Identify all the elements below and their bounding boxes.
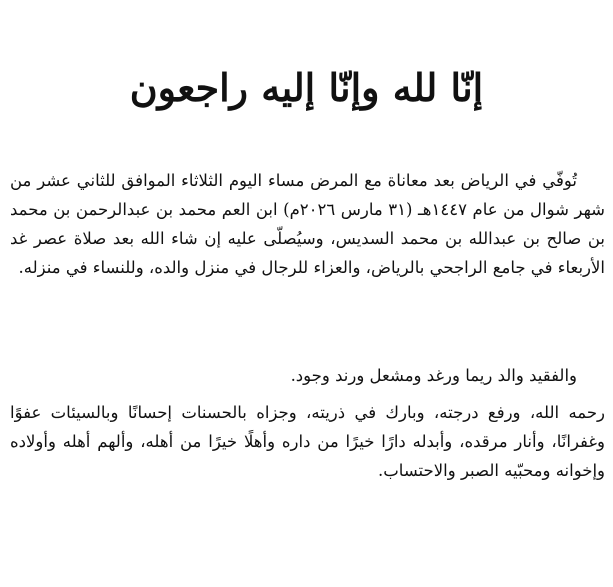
page-title: إنّا لله وإنّا إليه راجعون [129,65,484,110]
family-paragraph: والفقيد والد ريما ورغد ومشعل ورند وجود. [290,366,577,385]
announcement-paragraph: تُوفّي في الرياض بعد معاناة مع المرض مساء اليوم الثلاثاء الموافق للثاني عشر من شهر شوال من عام ١٤٤٧هـ (٣١ مارس ٢٠٢٦م) ابن العم محمد بن عبدالرحمن بن محمد بن صالح بن عبدالله بن محمد السديس، وسيُصلّى عليه إن شاء الله بعد صلاة عصر غد الأربعاء في جامع الراجحي بالرياض، والعزاء للرجال في منزل والده، وللنساء في منزله. [10,171,606,277]
prayer-paragraph: رحمه الله، ورفع درجته، وبارك في ذريته، وجزاه بالحسنات إحسانًا وبالسيئات عفوًا وغفرانًا، وأنار مرقده، وأبدله دارًا خيرًا من داره وأهلًا خيرًا من أهله، وألهم أهله وأولاده وإخوانه ومحبّيه الصبر والاحتساب. [10,403,605,480]
